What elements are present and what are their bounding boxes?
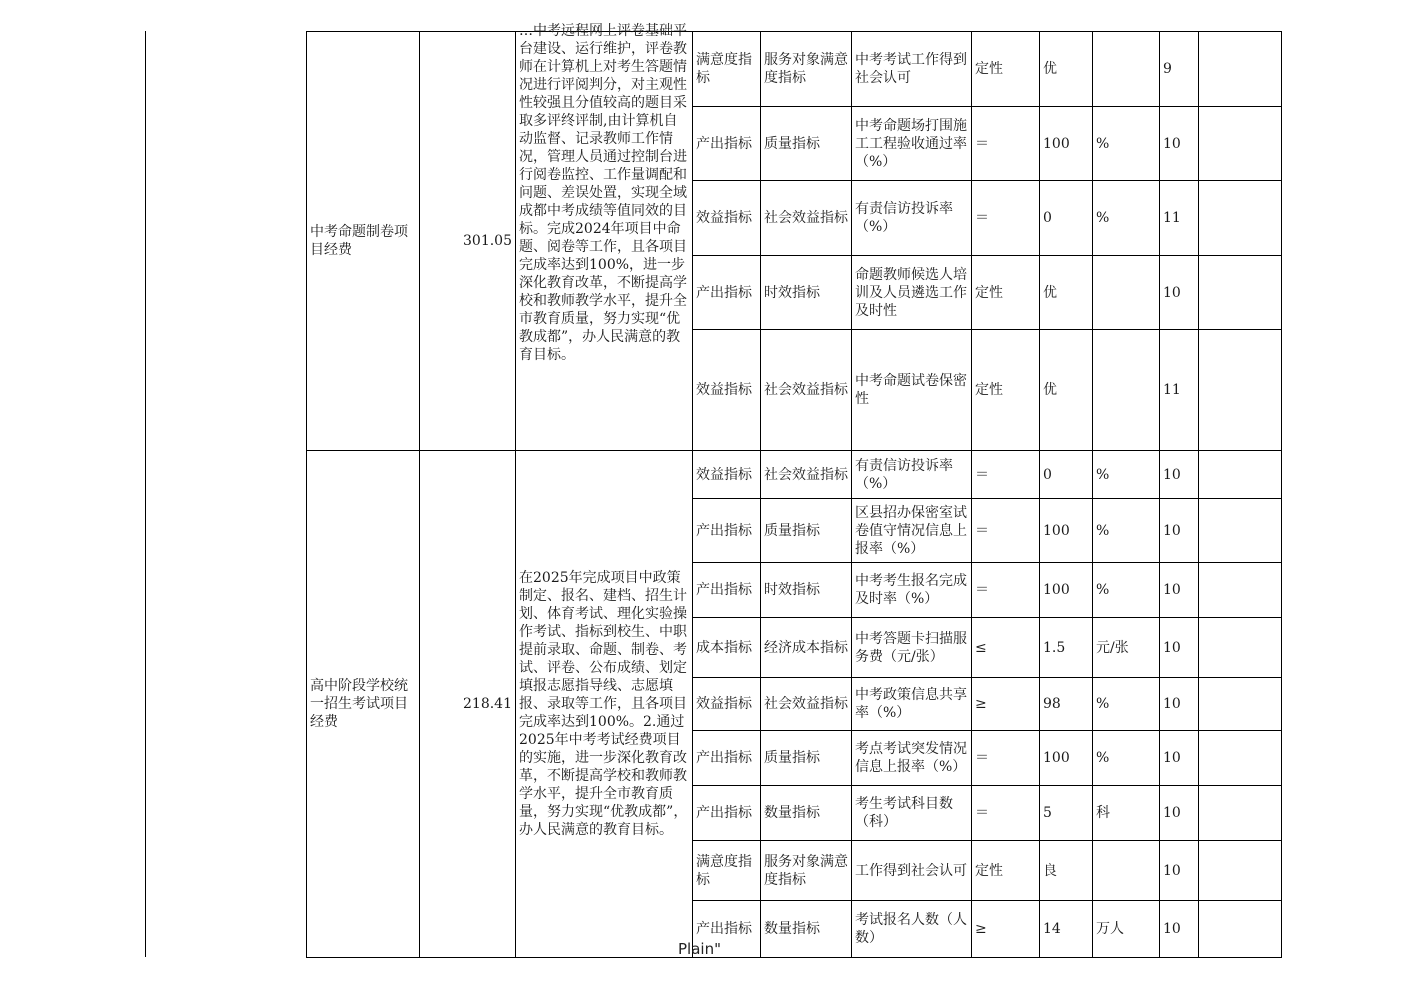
indicator-unit bbox=[1093, 256, 1160, 330]
indicator-level1: 满意度指标 bbox=[693, 841, 761, 901]
indicator-unit: % bbox=[1093, 451, 1160, 499]
indicator-unit: % bbox=[1093, 678, 1160, 731]
project-amount: 218.41 bbox=[420, 451, 516, 958]
indicator-level1: 满意度指标 bbox=[693, 32, 761, 107]
indicator-operator: ≥ bbox=[972, 678, 1040, 731]
left-margin-line bbox=[145, 31, 146, 957]
indicator-level3: 中考考试工作得到社会认可 bbox=[852, 32, 972, 107]
indicator-level2: 社会效益指标 bbox=[761, 330, 852, 451]
indicator-note bbox=[1199, 618, 1282, 678]
indicator-level2: 质量指标 bbox=[761, 731, 852, 786]
indicator-note bbox=[1199, 786, 1282, 841]
indicator-unit bbox=[1093, 841, 1160, 901]
indicator-note bbox=[1199, 901, 1282, 958]
indicator-level1: 产出指标 bbox=[693, 107, 761, 181]
indicator-level1: 成本指标 bbox=[693, 618, 761, 678]
indicator-operator: ≤ bbox=[972, 618, 1040, 678]
indicator-level1: 效益指标 bbox=[693, 330, 761, 451]
indicator-level1: 效益指标 bbox=[693, 181, 761, 256]
indicator-weight: 10 bbox=[1160, 107, 1199, 181]
indicator-operator: ＝ bbox=[972, 181, 1040, 256]
indicator-value: 5 bbox=[1040, 786, 1093, 841]
indicator-unit: % bbox=[1093, 499, 1160, 563]
indicator-weight: 10 bbox=[1160, 618, 1199, 678]
indicator-level2: 时效指标 bbox=[761, 563, 852, 618]
indicator-note bbox=[1199, 330, 1282, 451]
indicator-level1: 产出指标 bbox=[693, 901, 761, 958]
indicator-level2: 社会效益指标 bbox=[761, 181, 852, 256]
indicator-note bbox=[1199, 256, 1282, 330]
table-row bbox=[307, 32, 1282, 107]
indicator-level3: 考试报名人数（人数） bbox=[852, 901, 972, 958]
indicator-operator: ≥ bbox=[972, 901, 1040, 958]
indicator-level3: 中考政策信息共享率（%） bbox=[852, 678, 972, 731]
indicator-note bbox=[1199, 107, 1282, 181]
indicator-level2: 社会效益指标 bbox=[761, 678, 852, 731]
indicator-level2: 经济成本指标 bbox=[761, 618, 852, 678]
indicator-level2: 质量指标 bbox=[761, 499, 852, 563]
indicator-level1: 效益指标 bbox=[693, 678, 761, 731]
indicator-weight: 10 bbox=[1160, 841, 1199, 901]
indicator-unit bbox=[1093, 330, 1160, 451]
indicator-value: 100 bbox=[1040, 731, 1093, 786]
indicator-unit: % bbox=[1093, 181, 1160, 256]
indicator-operator: ＝ bbox=[972, 451, 1040, 499]
indicator-level3: 命题教师候选人培训及人员遴选工作及时性 bbox=[852, 256, 972, 330]
indicator-weight: 10 bbox=[1160, 901, 1199, 958]
indicator-level3: 中考命题试卷保密性 bbox=[852, 330, 972, 451]
indicator-note bbox=[1199, 499, 1282, 563]
indicator-level3: 考点考试突发情况信息上报率（%） bbox=[852, 731, 972, 786]
indicator-weight: 10 bbox=[1160, 499, 1199, 563]
indicator-value: 优 bbox=[1040, 330, 1093, 451]
indicator-note bbox=[1199, 451, 1282, 499]
indicator-level2: 服务对象满意度指标 bbox=[761, 32, 852, 107]
indicator-level2: 数量指标 bbox=[761, 901, 852, 958]
indicator-value: 100 bbox=[1040, 499, 1093, 563]
indicator-value: 98 bbox=[1040, 678, 1093, 731]
project-amount: 301.05 bbox=[420, 32, 516, 451]
indicator-value: 100 bbox=[1040, 107, 1093, 181]
indicator-note bbox=[1199, 32, 1282, 107]
indicator-level3: 中考答题卡扫描服务费（元/张） bbox=[852, 618, 972, 678]
indicator-value: 良 bbox=[1040, 841, 1093, 901]
indicator-level2: 服务对象满意度指标 bbox=[761, 841, 852, 901]
indicator-operator: 定性 bbox=[972, 256, 1040, 330]
indicator-value: 优 bbox=[1040, 256, 1093, 330]
indicator-level3: 中考命题场打围施工工程验收通过率（%） bbox=[852, 107, 972, 181]
project-goal-text: …中考远程网上评卷基础平台建设、运行维护，评卷教师在计算机上对考生答题情况进行评阅判分，对主观性性较强且分值较高的题目采取多评终评制,由计算机自动监督、记录教师工作情况，管理人员通过控制台进行阅卷监控、工作量调配和问题、差误处置，实现全域成都中考成绩等值同效的目标。完成2024年项目中命题、阅卷等工作，且各项目完成率达到100%，进一步深化教育改革，不断提高学校和教师教学水平，提升全市教育质量，努力实现“优教成都”，办人民满意的教育目标。 bbox=[519, 23, 687, 363]
project-name: 中考命题制卷项目经费 bbox=[307, 32, 420, 451]
indicator-unit bbox=[1093, 32, 1160, 107]
indicator-operator: ＝ bbox=[972, 563, 1040, 618]
indicator-note bbox=[1199, 731, 1282, 786]
project-name: 高中阶段学校统一招生考试项目经费 bbox=[307, 451, 420, 958]
indicator-unit: % bbox=[1093, 107, 1160, 181]
table-row bbox=[307, 451, 1282, 499]
indicator-weight: 10 bbox=[1160, 451, 1199, 499]
indicator-unit: 元/张 bbox=[1093, 618, 1160, 678]
indicator-level3: 中考考生报名完成及时率（%） bbox=[852, 563, 972, 618]
indicator-weight: 10 bbox=[1160, 563, 1199, 618]
indicator-level3: 考生考试科目数（科） bbox=[852, 786, 972, 841]
indicator-level3: 有责信访投诉率（%） bbox=[852, 451, 972, 499]
indicator-unit: 万人 bbox=[1093, 901, 1160, 958]
indicator-weight: 10 bbox=[1160, 678, 1199, 731]
project-goal bbox=[516, 23, 693, 451]
indicator-level1: 效益指标 bbox=[693, 451, 761, 499]
indicator-operator: 定性 bbox=[972, 330, 1040, 451]
indicator-operator: 定性 bbox=[972, 32, 1040, 107]
indicator-unit: 科 bbox=[1093, 786, 1160, 841]
indicator-weight: 10 bbox=[1160, 786, 1199, 841]
indicator-note bbox=[1199, 181, 1282, 256]
indicator-operator: 定性 bbox=[972, 841, 1040, 901]
indicator-note bbox=[1199, 841, 1282, 901]
indicator-value: 100 bbox=[1040, 563, 1093, 618]
indicator-note bbox=[1199, 563, 1282, 618]
indicator-level1: 产出指标 bbox=[693, 731, 761, 786]
indicator-operator: ＝ bbox=[972, 499, 1040, 563]
indicator-level3: 区县招办保密室试卷值守情况信息上报率（%） bbox=[852, 499, 972, 563]
indicator-value: 1.5 bbox=[1040, 618, 1093, 678]
indicator-value: 0 bbox=[1040, 451, 1093, 499]
indicator-level1: 产出指标 bbox=[693, 786, 761, 841]
indicator-weight: 10 bbox=[1160, 731, 1199, 786]
indicator-value: 优 bbox=[1040, 32, 1093, 107]
indicator-level2: 社会效益指标 bbox=[761, 451, 852, 499]
indicator-weight: 11 bbox=[1160, 181, 1199, 256]
indicator-value: 14 bbox=[1040, 901, 1093, 958]
indicator-unit: % bbox=[1093, 731, 1160, 786]
indicator-level3: 工作得到社会认可 bbox=[852, 841, 972, 901]
indicator-weight: 10 bbox=[1160, 256, 1199, 330]
performance-indicator-table bbox=[306, 23, 1282, 958]
indicator-weight: 11 bbox=[1160, 330, 1199, 451]
indicator-level1: 产出指标 bbox=[693, 256, 761, 330]
indicator-level2: 时效指标 bbox=[761, 256, 852, 330]
indicator-level3: 有责信访投诉率（%） bbox=[852, 181, 972, 256]
indicator-operator: ＝ bbox=[972, 107, 1040, 181]
indicator-note bbox=[1199, 678, 1282, 731]
indicator-unit: % bbox=[1093, 563, 1160, 618]
indicator-level1: 产出指标 bbox=[693, 563, 761, 618]
indicator-operator: ＝ bbox=[972, 731, 1040, 786]
indicator-level1: 产出指标 bbox=[693, 499, 761, 563]
project-goal bbox=[516, 451, 693, 958]
project-goal-text: 在2025年完成项目中政策制定、报名、建档、招生计划、体育考试、理化实验操作考试、指标到校生、中职提前录取、命题、制卷、考试、评卷、公布成绩、划定填报志愿指导线、志愿填报、录取等工作，且各项目完成率达到100%。2.通过2025年中考考试经费项目的实施，进一步深化教育改革，不断提高学校和教师教学水平，提升全市教育质量，努力实现“优教成都”，办人民满意的教育目标。 bbox=[519, 570, 688, 838]
indicator-weight: 9 bbox=[1160, 32, 1199, 107]
indicator-level2: 质量指标 bbox=[761, 107, 852, 181]
indicator-operator: ＝ bbox=[972, 786, 1040, 841]
indicator-value: 0 bbox=[1040, 181, 1093, 256]
footer-text: Plain" bbox=[678, 940, 721, 958]
indicator-level2: 数量指标 bbox=[761, 786, 852, 841]
